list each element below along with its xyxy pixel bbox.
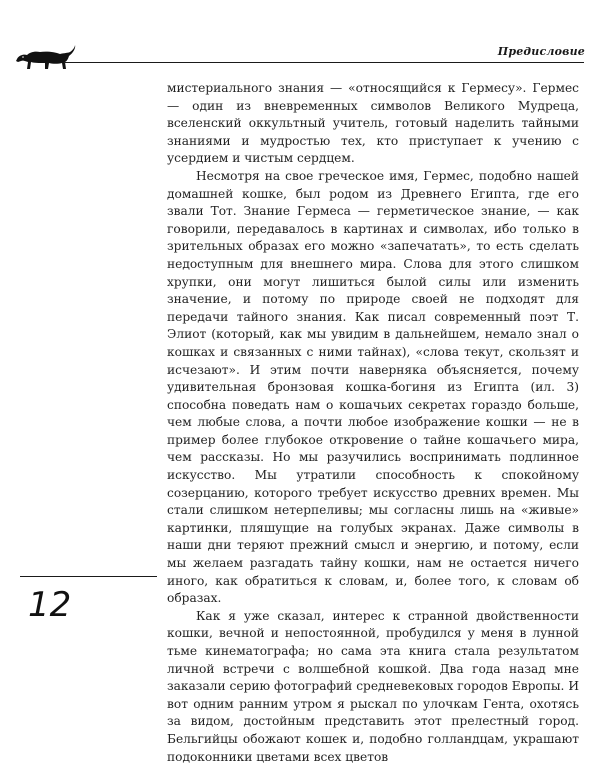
- paragraph: мистериального знания — «относящийся к Гермесу». Гермес — один из вневременных символов Великого Мудреца, вселенский оккультный учитель, готовый наделить тайными знаниями и мудростью тех, кто приступает к учению с усердием и чистым сердцем.: [167, 81, 579, 166]
- main-text: [167, 80, 579, 766]
- running-head: Предисловие: [497, 45, 585, 58]
- paragraph: Как я уже сказал, интерес к странной двойственности кошки, вечной и непостоянной, пробудился у меня в лунной тьме кинематографа; но сама эта книга стала результатом личной встречи с волшебной кошкой. Два года назад мне заказали серию фотографий средневековых городов Европы. И вот одним ранним утром я рыскал по улочкам Гента, охотясь за видом, достойным представить этот прелестный город. Бельгийцы обожают кошек и, подобно голландцам, украшают подоконники цветами всех цветов: [167, 608, 579, 764]
- paragraph: Несмотря на свое греческое имя, Гермес, подобно нашей домашней кошке, был родом из Древнего Египта, где его звали Тот. Знание Гермеса — герметическое знание, — как говорили, передавалось в картинах и символах, ибо только в зрительных образах его можно «запечатать», то есть сделать недоступным для внешнего мира. Слова для этого слишком хрупки, они могут лишиться былой силы или изменить значение, и потому по природе своей не подходят для передачи тайного знания. Как писал современный поэт Т. Элиот (который, как мы увидим в дальнейшем, немало знал о кошках и связанных с ними тайнах), «слова текут, скользят и исчезают». И этим почти наверняка объясняется, почему удивительная бронзовая кошка-богиня из Египта (ил. 3) способна поведать нам о кошачьих секретах гораздо больше, чем любые слова, а почти любое изображение кошки — не в пример более глубокое откровение о тайне кошачьего мира, чем рассказы. Но мы разучились воспринимать подлинное искусство. Мы утратили способность к спокойному созерцанию, которого требует искусство древних времен. Мы стали слишком нетерпеливы; мы согласны лишь на «живые» картинки, пляшущие на голубых экранах. Даже символы в наши дни теряют прежний смысл и энергию, и потому, если мы желаем разгадать тайну кошки, нам не остается ничего иного, как обратиться к словам, и, более того, к словам об образах.: [167, 168, 579, 606]
- panther-silhouette-icon: [14, 44, 76, 74]
- header-rule: [64, 62, 584, 63]
- footer-rule: [20, 576, 157, 577]
- page-number: 12: [28, 585, 72, 625]
